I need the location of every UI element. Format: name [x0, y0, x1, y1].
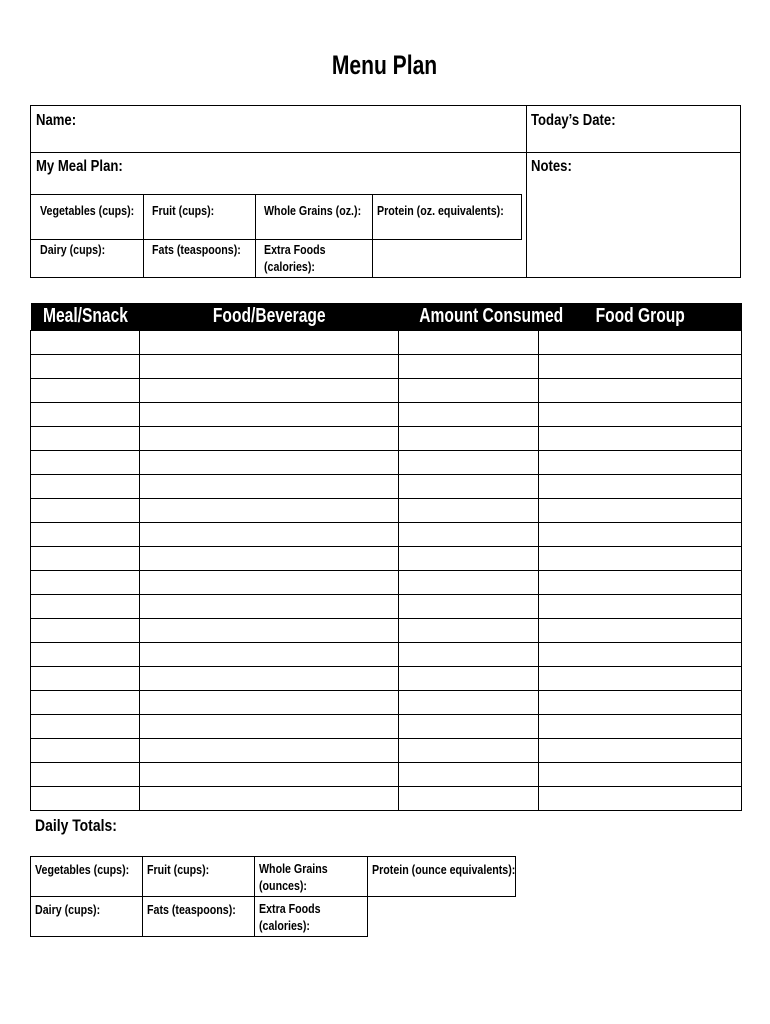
- divider: [372, 239, 373, 240]
- meal-snack-cell[interactable]: [31, 619, 140, 643]
- divider: [521, 194, 522, 240]
- totals-fruit-field[interactable]: [142, 856, 255, 897]
- amount-consumed-cell[interactable]: [399, 523, 539, 547]
- food-group-cell[interactable]: [539, 403, 742, 427]
- table-row: [31, 715, 742, 739]
- name-field[interactable]: Name:: [36, 112, 77, 129]
- amount-consumed-cell[interactable]: [399, 619, 539, 643]
- plan-vegetables-field[interactable]: Vegetables (cups):: [40, 203, 135, 218]
- food-group-cell[interactable]: [539, 547, 742, 571]
- table-row: [31, 355, 742, 379]
- food-beverage-cell[interactable]: [140, 787, 399, 811]
- meal-snack-cell[interactable]: [31, 427, 140, 451]
- amount-consumed-cell[interactable]: [399, 691, 539, 715]
- extra-foods-line1: Extra Foods: [264, 242, 326, 257]
- food-group-cell[interactable]: [539, 379, 742, 403]
- meal-snack-cell[interactable]: [31, 571, 140, 595]
- table-row: [31, 691, 742, 715]
- food-beverage-cell[interactable]: [140, 643, 399, 667]
- food-beverage-cell[interactable]: [140, 523, 399, 547]
- amount-consumed-cell[interactable]: [399, 667, 539, 691]
- col-food-beverage: Food/Beverage: [140, 303, 399, 331]
- meal-snack-cell[interactable]: [31, 451, 140, 475]
- table-row: [31, 379, 742, 403]
- food-group-cell[interactable]: [539, 643, 742, 667]
- totals-extra-line1: Extra Foods: [259, 901, 321, 916]
- table-row: [31, 451, 742, 475]
- meal-snack-cell[interactable]: [31, 355, 140, 379]
- food-beverage-cell[interactable]: [140, 571, 399, 595]
- amount-consumed-cell[interactable]: [399, 547, 539, 571]
- totals-extra-line2: (calories):: [259, 918, 310, 933]
- food-group-cell[interactable]: [539, 475, 742, 499]
- food-beverage-cell[interactable]: [140, 451, 399, 475]
- amount-consumed-cell[interactable]: [399, 763, 539, 787]
- page-title: Menu Plan: [332, 50, 438, 80]
- meal-plan-label: My Meal Plan:: [36, 158, 123, 175]
- totals-vegetables-field[interactable]: [30, 856, 143, 897]
- extra-foods-line2: (calories):: [264, 259, 315, 274]
- info-box: [30, 105, 741, 278]
- table-row: [31, 739, 742, 763]
- food-group-cell[interactable]: [539, 715, 742, 739]
- plan-fruit-field[interactable]: Fruit (cups):: [152, 203, 215, 218]
- food-group-cell[interactable]: [539, 571, 742, 595]
- amount-consumed-cell[interactable]: [399, 499, 539, 523]
- meal-snack-cell[interactable]: [31, 739, 140, 763]
- plan-dairy-field[interactable]: Dairy (cups):: [40, 242, 106, 257]
- food-beverage-cell[interactable]: [140, 547, 399, 571]
- table-row: [31, 475, 742, 499]
- col-meal-snack: Meal/Snack: [31, 303, 140, 331]
- meal-snack-cell[interactable]: [31, 379, 140, 403]
- food-beverage-cell[interactable]: [140, 403, 399, 427]
- amount-consumed-cell[interactable]: [399, 355, 539, 379]
- table-row: [31, 571, 742, 595]
- food-beverage-cell[interactable]: [140, 763, 399, 787]
- food-group-cell[interactable]: [539, 451, 742, 475]
- plan-fats-field[interactable]: Fats (teaspoons):: [152, 242, 241, 257]
- food-group-cell[interactable]: [539, 523, 742, 547]
- amount-consumed-cell[interactable]: [399, 427, 539, 451]
- totals-fats-field[interactable]: [142, 896, 255, 937]
- meal-table: [30, 303, 742, 811]
- food-group-cell[interactable]: [539, 619, 742, 643]
- totals-fruit-label: Fruit (cups):: [147, 862, 210, 877]
- food-beverage-cell[interactable]: [140, 355, 399, 379]
- meal-snack-cell[interactable]: [31, 691, 140, 715]
- divider: [31, 152, 740, 153]
- totals-extra-foods-field[interactable]: [254, 896, 368, 937]
- food-group-cell[interactable]: [539, 427, 742, 451]
- table-row: [31, 763, 742, 787]
- meal-snack-cell[interactable]: [31, 403, 140, 427]
- meal-table-header: [31, 303, 742, 331]
- meal-snack-cell[interactable]: [31, 523, 140, 547]
- meal-snack-cell[interactable]: [31, 475, 140, 499]
- amount-consumed-cell[interactable]: [399, 403, 539, 427]
- food-beverage-cell[interactable]: [140, 715, 399, 739]
- food-group-cell[interactable]: [539, 667, 742, 691]
- amount-consumed-cell[interactable]: [399, 571, 539, 595]
- amount-consumed-cell[interactable]: [399, 595, 539, 619]
- table-row: [31, 619, 742, 643]
- amount-consumed-cell[interactable]: [399, 451, 539, 475]
- amount-consumed-cell[interactable]: [399, 787, 539, 811]
- daily-totals-label: Daily Totals:: [35, 816, 117, 835]
- meal-snack-cell[interactable]: [31, 595, 140, 619]
- amount-consumed-cell[interactable]: [399, 331, 539, 355]
- totals-extra-foods-label: [259, 900, 321, 934]
- meal-snack-cell[interactable]: [31, 331, 140, 355]
- meal-snack-cell[interactable]: [31, 787, 140, 811]
- todays-date-field[interactable]: Today’s Date:: [531, 112, 616, 129]
- table-row: [31, 547, 742, 571]
- divider: [31, 194, 522, 195]
- table-row: [31, 595, 742, 619]
- totals-vegetables-label: Vegetables (cups):: [35, 862, 130, 877]
- table-row: [31, 331, 742, 355]
- food-beverage-cell[interactable]: [140, 475, 399, 499]
- amount-consumed-cell[interactable]: [399, 475, 539, 499]
- table-row: [31, 427, 742, 451]
- totals-fats-label: Fats (teaspoons):: [147, 902, 236, 917]
- food-group-cell[interactable]: [539, 691, 742, 715]
- totals-protein-label: Protein (ounce equivalents):: [372, 862, 516, 877]
- amount-consumed-cell[interactable]: [399, 643, 539, 667]
- food-group-cell[interactable]: [539, 763, 742, 787]
- food-group-cell[interactable]: [539, 787, 742, 811]
- totals-whole-grains-field[interactable]: [254, 856, 368, 897]
- whole-grains-line2: (ounces):: [259, 878, 307, 893]
- divider: [372, 194, 373, 278]
- meal-snack-cell[interactable]: [31, 667, 140, 691]
- col-amount-consumed: Amount Consumed: [399, 303, 539, 331]
- food-beverage-cell[interactable]: [140, 691, 399, 715]
- food-beverage-cell[interactable]: [140, 427, 399, 451]
- table-row: [31, 499, 742, 523]
- notes-field[interactable]: Notes:: [531, 158, 572, 175]
- table-row: [31, 643, 742, 667]
- divider: [526, 106, 527, 277]
- plan-extra-foods-field[interactable]: [264, 241, 326, 275]
- totals-protein-field[interactable]: [367, 856, 516, 897]
- totals-whole-grains-label: [259, 860, 328, 894]
- table-row: [31, 787, 742, 811]
- amount-consumed-cell[interactable]: [399, 715, 539, 739]
- meal-snack-cell[interactable]: [31, 499, 140, 523]
- meal-snack-cell[interactable]: [31, 763, 140, 787]
- food-beverage-cell[interactable]: [140, 619, 399, 643]
- food-group-cell[interactable]: [539, 595, 742, 619]
- divider: [31, 239, 522, 240]
- food-beverage-cell[interactable]: [140, 667, 399, 691]
- food-group-cell[interactable]: [539, 355, 742, 379]
- food-group-cell[interactable]: [539, 331, 742, 355]
- divider: [143, 194, 144, 278]
- table-row: [31, 403, 742, 427]
- plan-whole-grains-field[interactable]: Whole Grains (oz.):: [264, 203, 362, 218]
- food-beverage-cell[interactable]: [140, 379, 399, 403]
- meal-snack-cell[interactable]: [31, 643, 140, 667]
- amount-consumed-cell[interactable]: [399, 379, 539, 403]
- food-group-cell[interactable]: [539, 739, 742, 763]
- table-row: [31, 523, 742, 547]
- meal-snack-cell[interactable]: [31, 547, 140, 571]
- food-beverage-cell[interactable]: [140, 331, 399, 355]
- food-beverage-cell[interactable]: [140, 739, 399, 763]
- col-food-group: Food Group: [539, 303, 742, 331]
- food-group-cell[interactable]: [539, 499, 742, 523]
- divider: [255, 194, 256, 278]
- whole-grains-line1: Whole Grains: [259, 861, 328, 876]
- plan-protein-field[interactable]: Protein (oz. equivalents):: [377, 203, 504, 218]
- meal-snack-cell[interactable]: [31, 715, 140, 739]
- amount-consumed-cell[interactable]: [399, 739, 539, 763]
- totals-dairy-field[interactable]: [30, 896, 143, 937]
- table-row: [31, 667, 742, 691]
- totals-dairy-label: Dairy (cups):: [35, 902, 101, 917]
- food-beverage-cell[interactable]: [140, 595, 399, 619]
- food-beverage-cell[interactable]: [140, 499, 399, 523]
